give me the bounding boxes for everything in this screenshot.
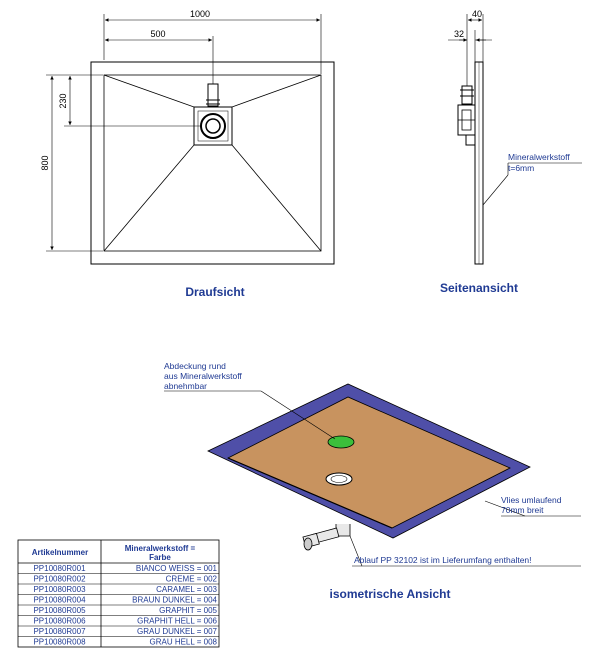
table-cell-article: PP10080R003	[33, 585, 86, 594]
table-cell-article: PP10080R006	[33, 616, 86, 626]
top-view-title: Draufsicht	[185, 285, 245, 299]
drain-note: Ablauf PP 32102 ist im Lieferumfang enthalten!	[354, 555, 532, 565]
table-cell-article: PP10080R008	[33, 637, 86, 647]
table-header-article: Artikelnummer	[31, 548, 89, 557]
table-cell-article: PP10080R005	[33, 606, 86, 615]
top-view	[40, 9, 334, 299]
table-cell-material: CREME = 002	[165, 574, 217, 584]
drain-pipe	[208, 84, 218, 106]
table-header-material: Mineralwerkstoff =	[124, 544, 196, 553]
dim-side-total: 40	[471, 9, 483, 19]
dim-half: 500	[150, 29, 166, 39]
table-cell-material: GRAU HELL = 008	[149, 637, 217, 647]
drain-hole	[326, 473, 352, 485]
dim-height: 800	[40, 155, 50, 171]
table-cell-material: GRAPHIT HELL = 006	[137, 616, 217, 626]
isometric-view	[164, 361, 581, 601]
dim-drain-offset: 230	[58, 93, 68, 109]
cover-note-2: aus Mineralwerkstoff	[164, 371, 242, 381]
side-material-label: Mineralwerkstoff	[508, 152, 570, 162]
table-cell-material: CARAMEL = 003	[156, 585, 217, 594]
table-cell-article: PP10080R004	[33, 595, 86, 605]
dim-width: 1000	[189, 9, 211, 19]
side-view	[440, 9, 582, 295]
table-cell-article: PP10080R002	[33, 574, 86, 584]
table-cell-material: BRAUN DUNKEL = 004	[132, 595, 217, 605]
iso-view-title: isometrische Ansicht	[329, 587, 451, 601]
table-header-color: Farbe	[149, 553, 171, 562]
table-cell-material: GRAPHIT = 005	[159, 606, 217, 615]
tray-surface	[228, 397, 510, 528]
drain-cover	[328, 436, 354, 448]
drain-ring	[201, 114, 225, 138]
side-view-title: Seitenansicht	[439, 281, 519, 295]
article-table	[18, 540, 219, 647]
fleece-note-2: 70mm breit	[501, 505, 544, 515]
side-thickness-label: t=6mm	[508, 163, 535, 173]
table-cell-material: GRAU DUNKEL = 007	[137, 627, 217, 636]
table-cell-article: PP10080R001	[33, 564, 86, 573]
dim-side-inner: 32	[453, 29, 465, 39]
cover-note-3: abnehmbar	[164, 381, 208, 391]
drain-fitting	[303, 524, 350, 550]
fleece-note-1: Vlies umlaufend	[501, 495, 562, 505]
table-cell-article: PP10080R007	[33, 627, 86, 636]
cover-note-1: Abdeckung rund	[164, 361, 226, 371]
table-cell-material: BIANCO WEISS = 001	[135, 564, 217, 573]
